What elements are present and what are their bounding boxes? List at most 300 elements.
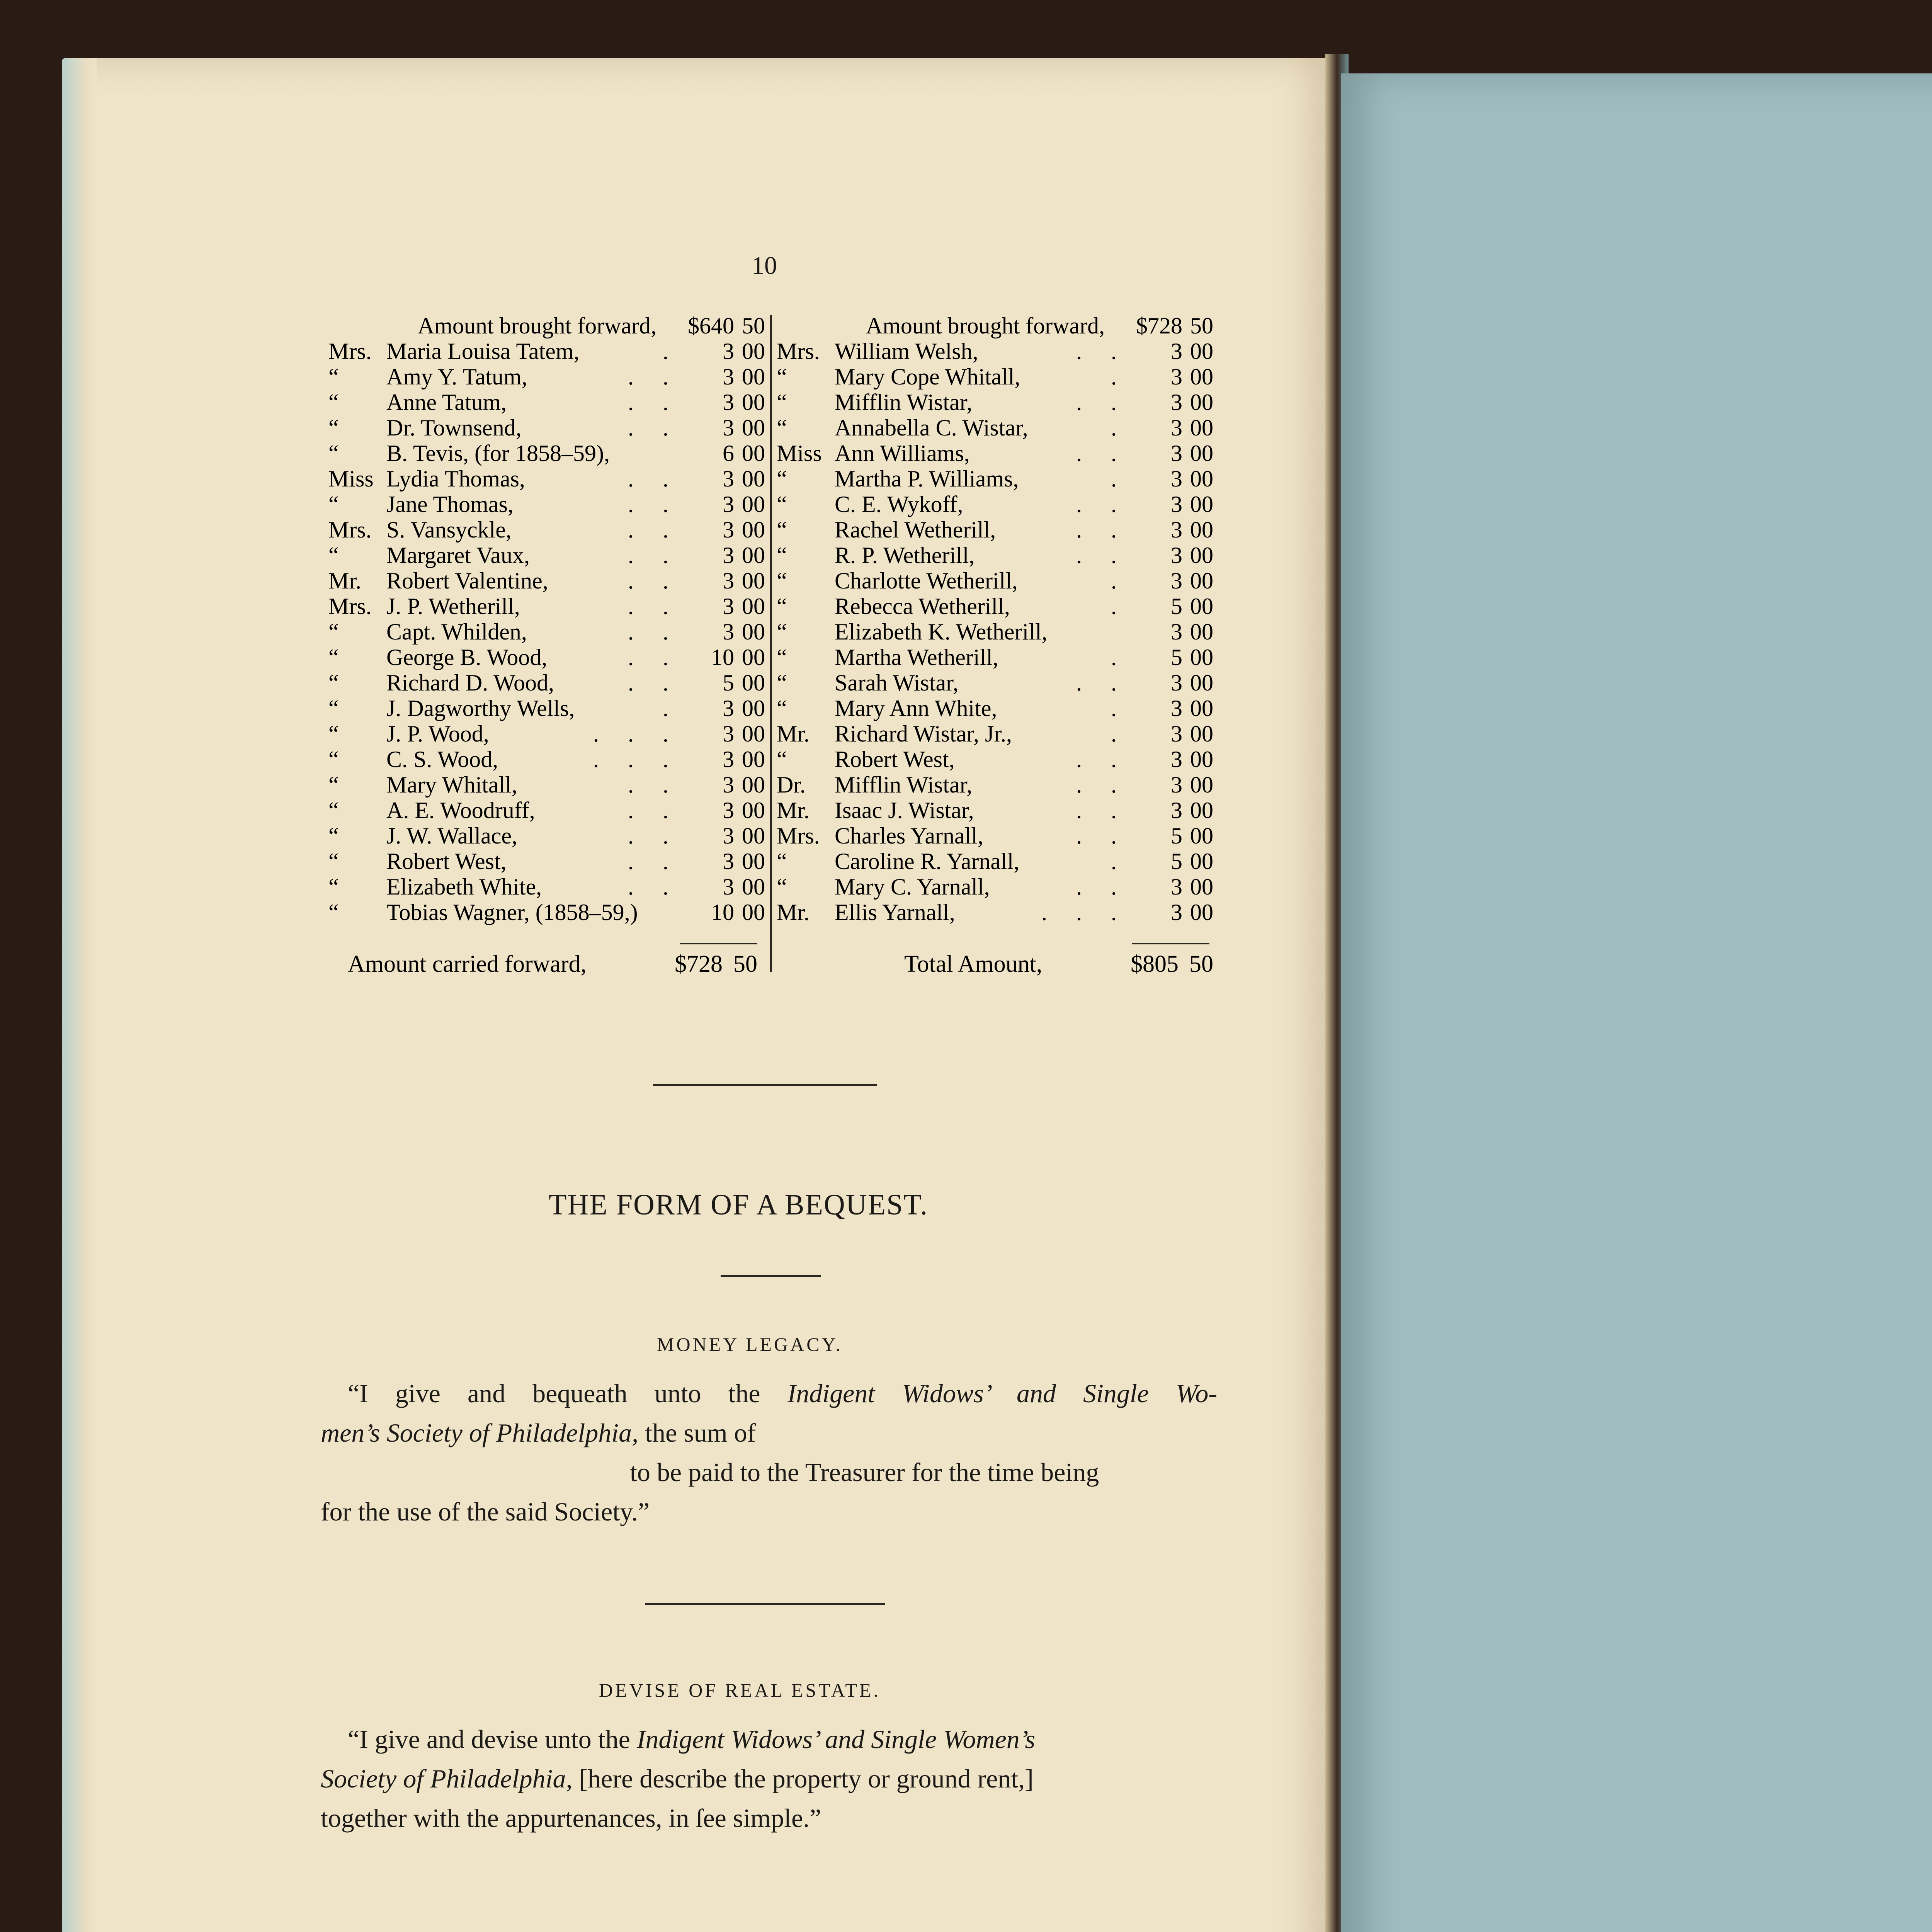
subscriber-name: Mary Whitall, . . xyxy=(386,772,688,798)
leader-dots: . . xyxy=(1076,823,1128,849)
leader-dots: . . xyxy=(628,492,680,517)
amount-cents: 00 xyxy=(1190,823,1213,849)
heading-rule xyxy=(721,1275,821,1277)
subscriber-title: “ xyxy=(777,543,787,568)
subscriber-title: “ xyxy=(328,543,339,568)
subscriber-title: “ xyxy=(777,619,787,645)
leader-dots: . . . xyxy=(1041,900,1128,925)
subscriber-row xyxy=(328,798,765,823)
amount-cents: 00 xyxy=(742,900,765,925)
amount-cents: 00 xyxy=(742,440,765,466)
subscriber-list-right xyxy=(777,313,1213,925)
subscriber-row xyxy=(777,823,1213,849)
amount-cents: 00 xyxy=(742,798,765,823)
subscriber-title: Mr. xyxy=(777,798,810,823)
subscriber-title: “ xyxy=(328,415,339,440)
amount-dollars: 3 xyxy=(723,849,734,874)
leader-dots: . . xyxy=(628,670,680,696)
amount-cents: 00 xyxy=(1190,389,1213,415)
brought-forward-label: Amount brought forward, xyxy=(417,313,657,338)
subscriber-title: Mrs. xyxy=(777,338,820,364)
subscriber-name: J. W. Wallace, . . xyxy=(386,823,688,849)
amount-cents: 00 xyxy=(1190,772,1213,798)
amount-dollars: 5 xyxy=(1171,823,1182,849)
amount-cents: 00 xyxy=(1190,543,1213,568)
subscriber-title: “ xyxy=(328,747,339,772)
amount-cents: 00 xyxy=(1190,466,1213,492)
subscriber-title: “ xyxy=(777,466,787,492)
subscriber-row xyxy=(777,747,1213,772)
subscriber-row xyxy=(777,849,1213,874)
page-edge xyxy=(62,58,97,1932)
amount-dollars: 3 xyxy=(723,389,734,415)
leader-dots: . . xyxy=(1076,874,1128,900)
subscriber-row xyxy=(777,389,1213,415)
leader-dots: . xyxy=(1111,466,1128,492)
leader-dots: . . xyxy=(628,517,680,543)
leader-dots: . . xyxy=(628,389,680,415)
subscriber-row xyxy=(777,645,1213,670)
money-legacy-line-1: “I give and bequeath unto the Indigent Widows’ and Single Wo- xyxy=(348,1379,1217,1408)
subscriber-name: Mifflin Wistar, . . xyxy=(835,389,1136,415)
total-amount-dollars: $805 xyxy=(1131,951,1179,977)
subscriber-title: “ xyxy=(328,645,339,670)
subscriber-row xyxy=(328,364,765,389)
subscriber-title: “ xyxy=(777,645,787,670)
leader-dots: . . xyxy=(628,619,680,645)
amount-cents: 00 xyxy=(742,389,765,415)
subscriber-name: J. P. Wood, . . . xyxy=(386,721,688,747)
subscriber-list-left xyxy=(328,313,765,925)
subscriber-title: “ xyxy=(777,747,787,772)
subscriber-title: “ xyxy=(328,874,339,900)
amount-cents: 00 xyxy=(742,772,765,798)
amount-cents: 00 xyxy=(742,670,765,696)
amount-dollars: 3 xyxy=(723,696,734,721)
subscriber-title: “ xyxy=(328,900,339,925)
amount-dollars: 3 xyxy=(723,568,734,594)
amount-dollars: 3 xyxy=(723,721,734,747)
subscriber-name: Robert West, . . xyxy=(835,747,1136,772)
amount-dollars: 3 xyxy=(1171,364,1182,389)
amount-cents: 00 xyxy=(1190,492,1213,517)
subscriber-row xyxy=(777,568,1213,594)
money-legacy-heading: MONEY LEGACY. xyxy=(657,1333,843,1355)
leader-dots: . xyxy=(1111,364,1128,389)
leader-dots: . . xyxy=(628,415,680,440)
subscriber-name: Martha P. Williams, . xyxy=(835,466,1136,492)
subscriber-title: “ xyxy=(328,492,339,517)
amount-cents: 00 xyxy=(742,874,765,900)
amount-dollars: 3 xyxy=(723,823,734,849)
leader-dots: . xyxy=(1111,415,1128,440)
amount-dollars: 3 xyxy=(1171,543,1182,568)
brought-forward-row xyxy=(328,313,765,338)
subscriber-name: Charlotte Wetherill, . xyxy=(835,568,1136,594)
subscriber-row xyxy=(328,670,765,696)
amount-dollars: 3 xyxy=(723,466,734,492)
amount-dollars: 3 xyxy=(1171,389,1182,415)
subscriber-row xyxy=(328,874,765,900)
subscriber-name: Tobias Wagner, (1858–59,) xyxy=(386,900,638,925)
subscriber-title: “ xyxy=(777,670,787,696)
amount-cents: 00 xyxy=(1190,568,1213,594)
subscriber-name: C. S. Wood, . . . xyxy=(386,747,688,772)
column-divider xyxy=(770,315,772,972)
subscriber-row xyxy=(328,696,765,721)
amount-cents: 00 xyxy=(742,466,765,492)
leader-dots: . xyxy=(1111,594,1128,619)
subscriber-row xyxy=(328,338,765,364)
leader-dots: . . xyxy=(1076,747,1128,772)
amount-cents: 00 xyxy=(742,338,765,364)
leader-dots: . . xyxy=(628,364,680,389)
subscriber-title: “ xyxy=(777,849,787,874)
leader-dots: . . xyxy=(628,568,680,594)
subscriber-title: “ xyxy=(777,389,787,415)
subscriber-name: Annabella C. Wistar, . xyxy=(835,415,1136,440)
amount-dollars: 3 xyxy=(1171,619,1182,645)
subscriber-row xyxy=(777,415,1213,440)
subscriber-name: C. E. Wykoff, . . xyxy=(835,492,1136,517)
leader-dots: . . xyxy=(1076,798,1128,823)
subscriber-name: George B. Wood, . . xyxy=(386,645,688,670)
subscriber-title: “ xyxy=(777,594,787,619)
amount-dollars: 3 xyxy=(723,364,734,389)
leader-dots: . . xyxy=(628,543,680,568)
carried-forward-row xyxy=(348,951,757,978)
amount-dollars: 3 xyxy=(723,798,734,823)
subscriber-name: A. E. Woodruff, . . xyxy=(386,798,688,823)
subscriber-name: Richard Wistar, Jr., . xyxy=(835,721,1136,747)
amount-cents: 00 xyxy=(742,721,765,747)
leader-dots: . . xyxy=(1076,389,1128,415)
carried-forward-cents: 50 xyxy=(733,951,757,977)
amount-cents: 00 xyxy=(742,747,765,772)
subscriber-name: Mary Cope Whitall, . xyxy=(835,364,1136,389)
subscriber-row xyxy=(777,874,1213,900)
leader-dots: . . xyxy=(628,772,680,798)
subscriber-row xyxy=(328,517,765,543)
carried-forward-label: Amount carried forward, xyxy=(348,951,587,977)
page-number: 10 xyxy=(752,252,777,280)
amount-cents: 00 xyxy=(1190,798,1213,823)
total-amount-label: Total Amount, xyxy=(904,951,1043,977)
subscriber-title: Mrs. xyxy=(328,338,372,364)
leader-dots: . xyxy=(663,338,680,364)
subscriber-name: Richard D. Wood, . . xyxy=(386,670,688,696)
subscriber-title: “ xyxy=(328,721,339,747)
amount-dollars: 3 xyxy=(1171,466,1182,492)
subscriber-name: Amy Y. Tatum, . . xyxy=(386,364,688,389)
subscriber-row xyxy=(777,364,1213,389)
subscriber-name: Margaret Vaux, . . xyxy=(386,543,688,568)
money-legacy-line-4: for the use of the said Society.” xyxy=(321,1497,650,1526)
subscriber-row xyxy=(777,670,1213,696)
amount-dollars: 3 xyxy=(1171,568,1182,594)
subscriber-title: Mrs. xyxy=(777,823,820,849)
amount-cents: 00 xyxy=(1190,338,1213,364)
devise-line-3: together with the appurtenances, in ſee simple.” xyxy=(321,1803,821,1833)
subscriber-name: Anne Tatum, . . xyxy=(386,389,688,415)
amount-dollars: 3 xyxy=(1171,338,1182,364)
subscriber-name: Mary Ann White, . xyxy=(835,696,1136,721)
amount-dollars: 3 xyxy=(1171,440,1182,466)
subscriber-name: Rachel Wetherill, . . xyxy=(835,517,1136,543)
amount-dollars: 3 xyxy=(723,543,734,568)
subscriber-title: “ xyxy=(777,492,787,517)
leader-dots: . . xyxy=(1076,772,1128,798)
subscriber-row xyxy=(328,389,765,415)
subscriber-title: Mr. xyxy=(777,900,810,925)
amount-dollars: 3 xyxy=(1171,696,1182,721)
subscriber-title: “ xyxy=(328,364,339,389)
leader-dots: . . . xyxy=(593,747,680,772)
amount-dollars: 3 xyxy=(1171,492,1182,517)
bequest-heading: THE FORM OF A BEQUEST. xyxy=(549,1189,929,1221)
subscriber-name: R. P. Wetherill, . . xyxy=(835,543,1136,568)
amount-cents: 00 xyxy=(1190,594,1213,619)
subscriber-name: Isaac J. Wistar, . . xyxy=(835,798,1136,823)
amount-cents: 00 xyxy=(1190,747,1213,772)
amount-cents: 00 xyxy=(1190,874,1213,900)
brought-forward-cents: 50 xyxy=(1190,313,1213,338)
amount-dollars: 3 xyxy=(1171,900,1182,925)
total-amount-cents: 50 xyxy=(1189,951,1213,977)
subscriber-name: Maria Louisa Tatem, . xyxy=(386,338,688,364)
subscriber-title: “ xyxy=(777,696,787,721)
amount-dollars: 3 xyxy=(723,772,734,798)
subscriber-name: Mifflin Wistar, . . xyxy=(835,772,1136,798)
subscriber-name: Charles Yarnall, . . xyxy=(835,823,1136,849)
subscriber-row xyxy=(328,900,765,925)
subscriber-row xyxy=(777,900,1213,925)
amount-dollars: 3 xyxy=(723,874,734,900)
amount-cents: 00 xyxy=(742,415,765,440)
amount-cents: 00 xyxy=(742,543,765,568)
devise-text xyxy=(321,1719,1217,1838)
subscriber-row xyxy=(328,747,765,772)
subscriber-title: “ xyxy=(777,364,787,389)
brought-forward-row xyxy=(777,313,1213,338)
subscriber-row xyxy=(777,543,1213,568)
subscriber-name: Robert West, . . xyxy=(386,849,688,874)
leader-dots: . . xyxy=(628,594,680,619)
subscriber-row xyxy=(328,645,765,670)
leader-dots: . xyxy=(663,696,680,721)
amount-cents: 00 xyxy=(1190,849,1213,874)
devise-heading: DEVISE OF REAL ESTATE. xyxy=(599,1679,881,1701)
amount-dollars: 3 xyxy=(1171,721,1182,747)
subscriber-row xyxy=(328,849,765,874)
subscriber-title: “ xyxy=(328,823,339,849)
amount-dollars: 3 xyxy=(1171,772,1182,798)
amount-dollars: 3 xyxy=(723,415,734,440)
amount-dollars: 10 xyxy=(711,900,734,925)
amount-dollars: 5 xyxy=(723,670,734,696)
subscriber-name: J. P. Wetherill, . . xyxy=(386,594,688,619)
subscriber-title: Miss xyxy=(777,440,822,466)
subscriber-title: “ xyxy=(328,849,339,874)
subscriber-row xyxy=(777,721,1213,747)
subscriber-row xyxy=(777,440,1213,466)
devise-line-1: “I give and devise unto the Indigent Widows’ and Single Women’s xyxy=(348,1725,1036,1754)
amount-cents: 00 xyxy=(1190,440,1213,466)
subscriber-row xyxy=(777,517,1213,543)
subscriber-row xyxy=(777,466,1213,492)
subscriber-name: Elizabeth K. Wetherill, xyxy=(835,619,1048,645)
subscriber-row xyxy=(777,594,1213,619)
subscriber-name: Elizabeth White, . . xyxy=(386,874,688,900)
subscriber-title: Miss xyxy=(328,466,374,492)
amount-dollars: 3 xyxy=(723,619,734,645)
subscriber-row xyxy=(328,415,765,440)
brought-forward-dollars: $640 xyxy=(688,313,734,338)
subscriber-row xyxy=(328,440,765,466)
subscriber-row xyxy=(777,696,1213,721)
leader-dots: . . xyxy=(628,874,680,900)
total-amount-row xyxy=(904,951,1213,978)
leader-dots: . . xyxy=(1076,440,1128,466)
carried-forward-dollars: $728 xyxy=(675,951,723,977)
leader-dots: . . xyxy=(1076,338,1128,364)
amount-dollars: 3 xyxy=(723,338,734,364)
subscriber-title: “ xyxy=(328,670,339,696)
subscriber-name: Mary C. Yarnall, . . xyxy=(835,874,1136,900)
subscriber-name: Capt. Whilden, . . xyxy=(386,619,688,645)
leader-dots: . . xyxy=(1076,670,1128,696)
subscriber-title: “ xyxy=(777,415,787,440)
money-legacy-line-2: men’s Society of Philadelphia, the sum of xyxy=(321,1418,756,1447)
subscriber-title: “ xyxy=(777,517,787,543)
amount-dollars: 3 xyxy=(1171,747,1182,772)
subscriber-title: “ xyxy=(328,772,339,798)
money-legacy-line-3: to be paid to the Treasurer for the time being xyxy=(630,1458,1099,1487)
subscriber-name: Lydia Thomas, . . xyxy=(386,466,688,492)
amount-dollars: 10 xyxy=(711,645,734,670)
subscriber-title: Mr. xyxy=(777,721,810,747)
leader-dots: . xyxy=(1111,568,1128,594)
brought-forward-dollars: $728 xyxy=(1136,313,1182,338)
amount-cents: 00 xyxy=(1190,645,1213,670)
amount-dollars: 3 xyxy=(723,492,734,517)
subscriber-title: “ xyxy=(328,798,339,823)
subscriber-row xyxy=(328,568,765,594)
subscriber-title: Mrs. xyxy=(328,517,372,543)
amount-cents: 00 xyxy=(742,492,765,517)
amount-cents: 00 xyxy=(1190,415,1213,440)
subscriber-row xyxy=(328,492,765,517)
subscriber-name: B. Tevis, (for 1858–59), xyxy=(386,440,610,466)
amount-cents: 00 xyxy=(742,594,765,619)
subscriber-row xyxy=(328,619,765,645)
leader-dots: . . xyxy=(1076,543,1128,568)
amount-dollars: 3 xyxy=(1171,517,1182,543)
subscriber-title: Mrs. xyxy=(328,594,372,619)
amount-cents: 00 xyxy=(742,696,765,721)
amount-dollars: 5 xyxy=(1171,594,1182,619)
amount-dollars: 3 xyxy=(1171,798,1182,823)
leader-dots: . . xyxy=(1076,517,1128,543)
subscriber-row xyxy=(777,772,1213,798)
subscriber-name: William Welsh, . . xyxy=(835,338,1136,364)
section-rule-2 xyxy=(645,1603,885,1605)
subscriber-name: Jane Thomas, . . xyxy=(386,492,688,517)
subscriber-row xyxy=(328,466,765,492)
amount-cents: 00 xyxy=(742,823,765,849)
brought-forward-cents: 50 xyxy=(742,313,765,338)
amount-cents: 00 xyxy=(1190,619,1213,645)
leader-dots: . . xyxy=(628,849,680,874)
amount-dollars: 3 xyxy=(1171,415,1182,440)
subscriber-name: J. Dagworthy Wells, . xyxy=(386,696,688,721)
subscriber-title: “ xyxy=(777,568,787,594)
amount-cents: 00 xyxy=(1190,900,1213,925)
sum-rule-right xyxy=(1132,943,1209,944)
amount-dollars: 5 xyxy=(1171,645,1182,670)
leader-dots: . xyxy=(1111,849,1128,874)
leader-dots: . xyxy=(1111,696,1128,721)
amount-dollars: 3 xyxy=(723,594,734,619)
subscriber-name: Ann Williams, . . xyxy=(835,440,1136,466)
subscriber-name: Rebecca Wetherill, . xyxy=(835,594,1136,619)
subscriber-title: Mr. xyxy=(328,568,362,594)
leader-dots: . . xyxy=(628,823,680,849)
subscriber-title: “ xyxy=(328,440,339,466)
subscriber-row xyxy=(328,772,765,798)
subscriber-title: Dr. xyxy=(777,772,806,798)
subscriber-title: “ xyxy=(328,619,339,645)
amount-cents: 00 xyxy=(742,517,765,543)
amount-cents: 00 xyxy=(1190,517,1213,543)
amount-cents: 00 xyxy=(742,568,765,594)
subscriber-name: Ellis Yarnall, . . . xyxy=(835,900,1136,925)
subscriber-row xyxy=(328,594,765,619)
amount-cents: 00 xyxy=(742,645,765,670)
section-rule xyxy=(653,1084,877,1086)
leader-dots: . . xyxy=(628,466,680,492)
subscriber-name: Martha Wetherill, . xyxy=(835,645,1136,670)
brought-forward-label: Amount brought forward, xyxy=(866,313,1105,338)
leader-dots: . . xyxy=(1076,492,1128,517)
amount-cents: 00 xyxy=(1190,364,1213,389)
leader-dots: . . xyxy=(628,645,680,670)
subscriber-name: S. Vansyckle, . . xyxy=(386,517,688,543)
amount-dollars: 6 xyxy=(723,440,734,466)
subscriber-name: Robert Valentine, . . xyxy=(386,568,688,594)
subscriber-row xyxy=(328,823,765,849)
amount-dollars: 3 xyxy=(723,517,734,543)
amount-cents: 00 xyxy=(1190,670,1213,696)
subscriber-row xyxy=(777,492,1213,517)
devise-line-2: Society of Philadelphia, [here describe the property or ground rent,] xyxy=(321,1764,1034,1793)
subscriber-title: “ xyxy=(328,389,339,415)
amount-dollars: 3 xyxy=(723,747,734,772)
subscriber-name: Caroline R. Yarnall, . xyxy=(835,849,1136,874)
amount-cents: 00 xyxy=(742,849,765,874)
subscriber-name: Dr. Townsend, . . xyxy=(386,415,688,440)
leader-dots: . xyxy=(1111,645,1128,670)
subscriber-row xyxy=(328,543,765,568)
subscriber-name: Sarah Wistar, . . xyxy=(835,670,1136,696)
amount-dollars: 3 xyxy=(1171,874,1182,900)
subscriber-row xyxy=(777,798,1213,823)
subscriber-row xyxy=(777,338,1213,364)
leader-dots: . . . xyxy=(593,721,680,747)
subscriber-row xyxy=(328,721,765,747)
leader-dots: . . xyxy=(628,798,680,823)
subscriber-title: “ xyxy=(777,874,787,900)
